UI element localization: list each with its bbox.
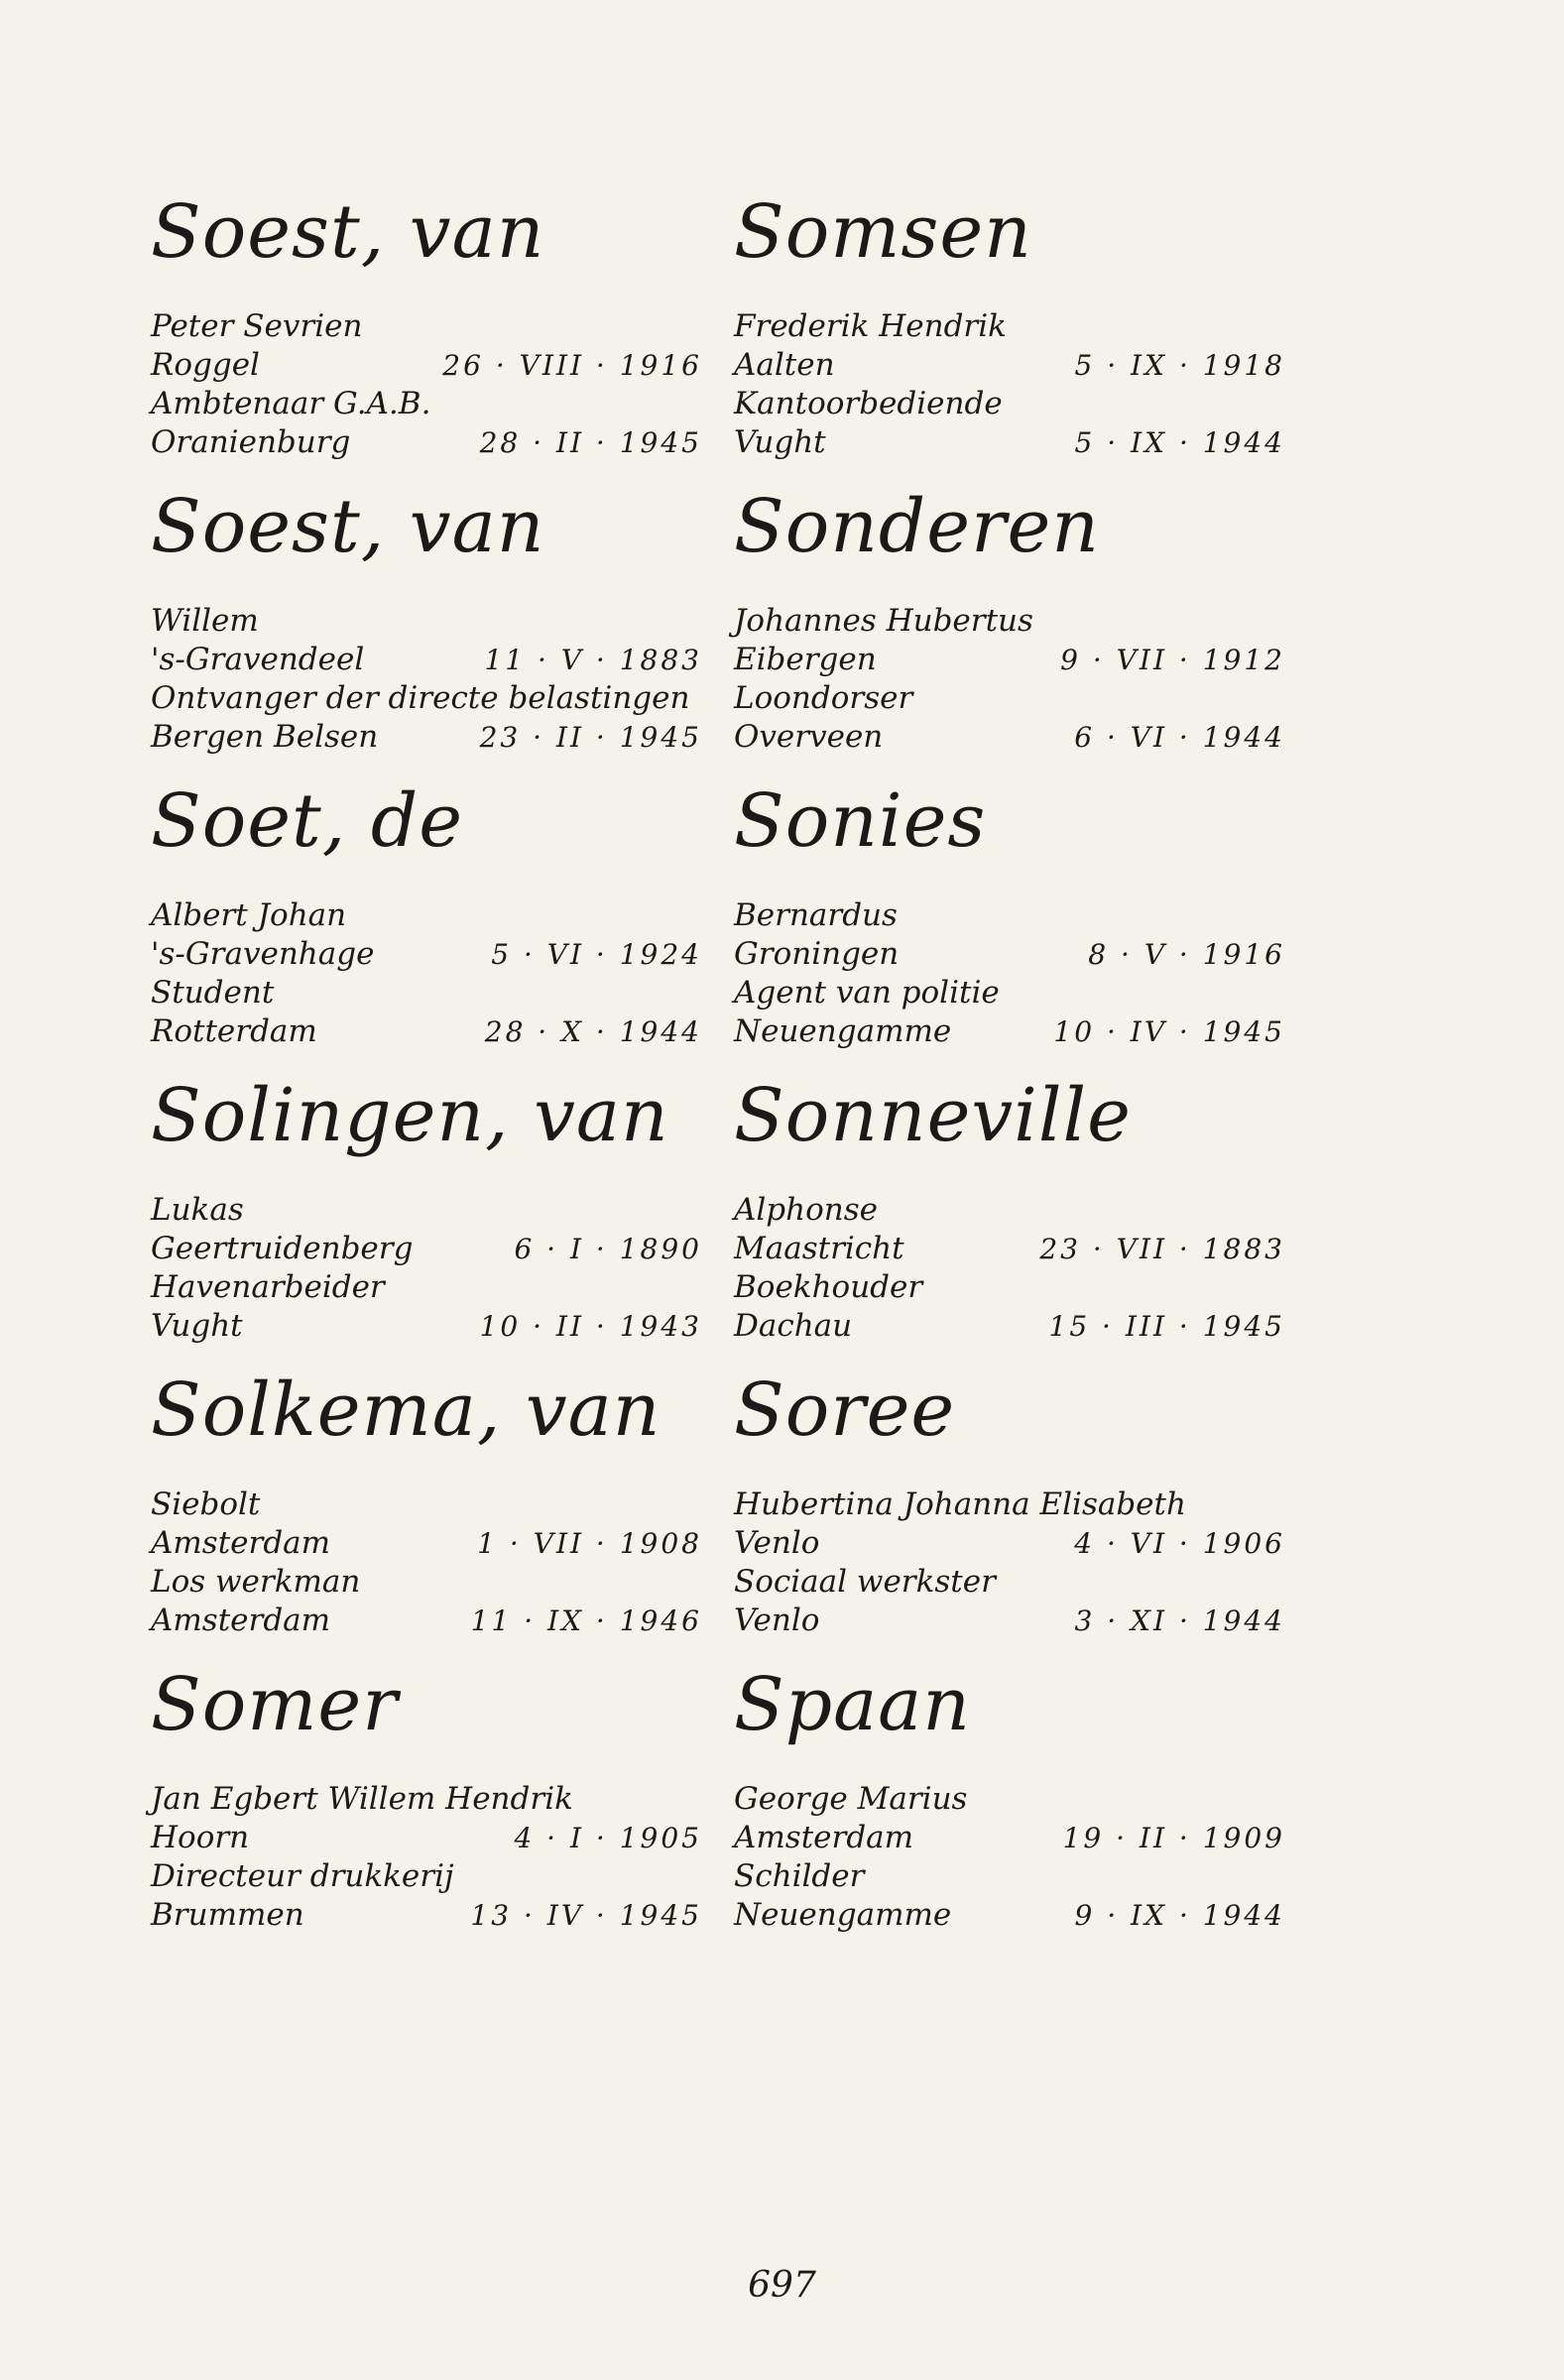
- birth-date: 26 · VIII · 1916: [442, 349, 702, 382]
- birth-place: Amsterdam: [151, 1525, 331, 1561]
- left-column: [151, 188, 706, 1956]
- death-place: Neuengamme: [734, 1897, 952, 1933]
- birth-place: 's-Gravenhage: [151, 936, 375, 972]
- birth-date: 4 · VI · 1906: [1074, 1527, 1285, 1560]
- birth-place: Hoorn: [151, 1820, 250, 1855]
- death-date: 9 · IX · 1944: [1074, 1899, 1285, 1932]
- birth-row: [151, 1819, 706, 1857]
- birth-place: Geertruidenberg: [151, 1231, 414, 1266]
- birth-row: [734, 641, 1289, 679]
- occupation: Agent van politie: [734, 975, 1000, 1011]
- death-row: [151, 1602, 706, 1640]
- occupation: Ontvanger der directe belastingen: [151, 680, 690, 716]
- birth-row: [151, 346, 706, 385]
- surname-heading: Soest, van: [151, 189, 545, 275]
- occupation: Directeur drukkerij: [151, 1858, 454, 1894]
- person-entry: [151, 1661, 706, 1956]
- given-names: Albert Johan: [151, 897, 347, 933]
- person-entry: [151, 1072, 706, 1367]
- birth-row: [734, 1230, 1289, 1268]
- given-names: Peter Sevrien: [151, 308, 363, 344]
- surname-heading: Soest, van: [151, 484, 545, 569]
- death-date: 5 · IX · 1944: [1074, 426, 1285, 459]
- given-names-row: [151, 896, 706, 935]
- right-column: [734, 188, 1289, 1956]
- birth-date: 5 · IX · 1918: [1074, 349, 1285, 382]
- birth-date: 23 · VII · 1883: [1039, 1233, 1285, 1265]
- death-row: [151, 1896, 706, 1935]
- birth-row: [734, 346, 1289, 385]
- birth-place: Venlo: [734, 1525, 820, 1561]
- given-names-row: [734, 1486, 1289, 1524]
- occupation-row: [151, 1857, 706, 1896]
- given-names-row: [734, 1191, 1289, 1230]
- death-place: Brummen: [151, 1897, 304, 1933]
- birth-place: Groningen: [734, 936, 900, 972]
- given-names: Frederik Hendrik: [734, 308, 1007, 344]
- birth-row: [151, 1524, 706, 1563]
- given-names-row: [734, 1780, 1289, 1819]
- death-date: 6 · VI · 1944: [1074, 721, 1285, 754]
- death-date: 15 · III · 1945: [1048, 1310, 1285, 1343]
- person-entry: [734, 1367, 1289, 1661]
- occupation-row: [734, 974, 1289, 1012]
- birth-place: Amsterdam: [734, 1820, 914, 1855]
- occupation: Schilder: [734, 1858, 865, 1894]
- occupation: Sociaal werkster: [734, 1564, 996, 1600]
- death-row: [151, 1307, 706, 1346]
- given-names-row: [151, 1191, 706, 1230]
- surname-heading: Somer: [151, 1662, 399, 1747]
- birth-place: Roggel: [151, 347, 260, 383]
- death-row: [151, 1012, 706, 1051]
- birth-row: [734, 1819, 1289, 1857]
- surname-heading: Soree: [734, 1368, 956, 1453]
- birth-date: 1 · VII · 1908: [477, 1527, 702, 1560]
- occupation-row: [151, 974, 706, 1012]
- birth-place: Aalten: [734, 347, 835, 383]
- death-row: [734, 1896, 1289, 1935]
- birth-row: [734, 1524, 1289, 1563]
- surname-heading: Spaan: [734, 1662, 971, 1747]
- person-entry: [151, 188, 706, 483]
- occupation: Havenarbeider: [151, 1269, 385, 1305]
- birth-place: 's-Gravendeel: [151, 642, 365, 677]
- birth-place: Eibergen: [734, 642, 877, 677]
- surname-heading: Solingen, van: [151, 1073, 669, 1158]
- birth-date: 5 · VI · 1924: [491, 938, 702, 971]
- given-names-row: [151, 602, 706, 641]
- given-names: Siebolt: [151, 1487, 261, 1522]
- person-entry: [734, 777, 1289, 1072]
- occupation: Loondorser: [734, 680, 913, 716]
- surname-heading: Somsen: [734, 189, 1032, 275]
- birth-date: 6 · I · 1890: [514, 1233, 702, 1265]
- death-place: Rotterdam: [151, 1013, 317, 1049]
- death-date: 13 · IV · 1945: [470, 1899, 702, 1932]
- birth-row: [151, 935, 706, 974]
- birth-date: 8 · V · 1916: [1088, 938, 1285, 971]
- occupation: Ambtenaar G.A.B.: [151, 386, 431, 421]
- occupation-row: [734, 1563, 1289, 1602]
- surname-heading: Solkema, van: [151, 1368, 662, 1453]
- death-row: [151, 423, 706, 462]
- surname-heading: Sonneville: [734, 1073, 1132, 1158]
- given-names-row: [151, 1780, 706, 1819]
- birth-date: 19 · II · 1909: [1062, 1822, 1285, 1854]
- occupation-row: [734, 385, 1289, 423]
- death-place: Dachau: [734, 1308, 853, 1344]
- given-names: Bernardus: [734, 897, 898, 933]
- death-place: Vught: [734, 424, 826, 460]
- occupation: Boekhouder: [734, 1269, 923, 1305]
- given-names: George Marius: [734, 1781, 968, 1817]
- death-row: [734, 423, 1289, 462]
- occupation-row: [151, 385, 706, 423]
- death-date: 28 · II · 1945: [479, 426, 702, 459]
- surname-heading: Sonderen: [734, 484, 1100, 569]
- occupation-row: [734, 679, 1289, 718]
- death-date: 23 · II · 1945: [479, 721, 702, 754]
- person-entry: [734, 1661, 1289, 1956]
- given-names-row: [734, 896, 1289, 935]
- death-date: 3 · XI · 1944: [1074, 1605, 1285, 1637]
- death-place: Neuengamme: [734, 1013, 952, 1049]
- death-place: Vught: [151, 1308, 243, 1344]
- birth-row: [734, 935, 1289, 974]
- person-entry: [151, 1367, 706, 1661]
- given-names: Alphonse: [734, 1192, 878, 1228]
- given-names-row: [734, 602, 1289, 641]
- death-row: [734, 718, 1289, 757]
- death-place: Overveen: [734, 719, 884, 755]
- person-entry: [734, 483, 1289, 777]
- person-entry: [734, 188, 1289, 483]
- person-entry: [151, 777, 706, 1072]
- birth-date: 9 · VII · 1912: [1060, 644, 1285, 676]
- birth-row: [151, 1230, 706, 1268]
- birth-date: 11 · V · 1883: [484, 644, 702, 676]
- given-names: Johannes Hubertus: [734, 603, 1033, 639]
- death-row: [151, 718, 706, 757]
- given-names: Willem: [151, 603, 259, 639]
- given-names: Jan Egbert Willem Hendrik: [151, 1781, 573, 1817]
- occupation: Los werkman: [151, 1564, 361, 1600]
- person-entry: [734, 1072, 1289, 1367]
- death-date: 11 · IX · 1946: [470, 1605, 702, 1637]
- birth-date: 4 · I · 1905: [514, 1822, 702, 1854]
- occupation-row: [151, 1563, 706, 1602]
- page-number: 697: [748, 2265, 816, 2306]
- given-names: Lukas: [151, 1192, 244, 1228]
- death-place: Bergen Belsen: [151, 719, 379, 755]
- birth-row: [151, 641, 706, 679]
- given-names: Hubertina Johanna Elisabeth: [734, 1487, 1186, 1522]
- occupation: Student: [151, 975, 275, 1011]
- given-names-row: [734, 307, 1289, 346]
- surname-heading: Sonies: [734, 778, 987, 864]
- given-names-row: [151, 307, 706, 346]
- given-names-row: [151, 1486, 706, 1524]
- occupation-row: [734, 1268, 1289, 1307]
- birth-place: Maastricht: [734, 1231, 904, 1266]
- death-date: 10 · IV · 1945: [1053, 1015, 1285, 1048]
- occupation: Kantoorbediende: [734, 386, 1003, 421]
- death-row: [734, 1602, 1289, 1640]
- death-place: Venlo: [734, 1603, 820, 1638]
- occupation-row: [151, 1268, 706, 1307]
- death-date: 28 · X · 1944: [484, 1015, 702, 1048]
- death-row: [734, 1012, 1289, 1051]
- surname-heading: Soet, de: [151, 778, 463, 864]
- death-place: Oranienburg: [151, 424, 351, 460]
- death-place: Amsterdam: [151, 1603, 331, 1638]
- death-date: 10 · II · 1943: [479, 1310, 702, 1343]
- person-entry: [151, 483, 706, 777]
- death-row: [734, 1307, 1289, 1346]
- occupation-row: [734, 1857, 1289, 1896]
- occupation-row: [151, 679, 706, 718]
